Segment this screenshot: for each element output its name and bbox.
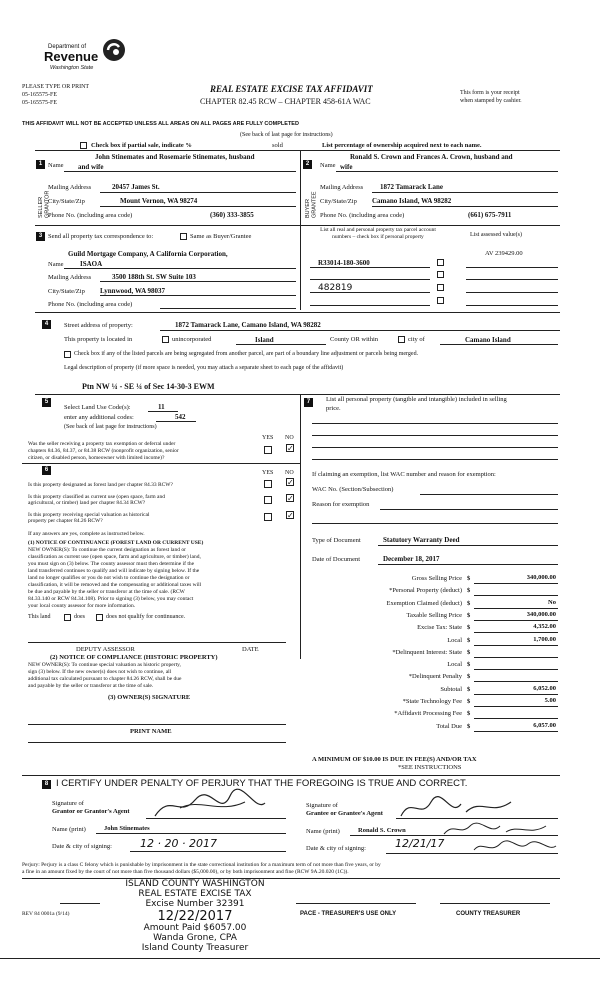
seller-city: Mount Vernon, WA 98274 — [120, 197, 198, 205]
tax-row-dollar: $ — [467, 661, 471, 668]
section-8-marker: 8 — [42, 780, 51, 789]
notice-2-line-4: and payable by the seller or transferor at the time of sale. — [28, 683, 154, 689]
parcel-4-checkbox[interactable] — [437, 297, 444, 304]
segregated-checkbox[interactable] — [64, 351, 71, 358]
exempt-q-2: chapters 84.36, 84.37, or 84.38 RCW (nonprofit organization, senior — [28, 448, 179, 454]
section-5-marker: 5 — [42, 398, 51, 407]
notice-3-title: (3) OWNER(S) SIGNATURE — [108, 694, 191, 701]
tax-row-label: *Personal Property (deduct) — [389, 587, 462, 594]
seller-phone-label: Phone No. (including area code) — [48, 212, 133, 219]
sold-label: sold — [272, 142, 283, 149]
unincorporated-checkbox[interactable] — [162, 336, 169, 343]
tax-row-dollar: $ — [467, 698, 471, 705]
grantor-sig-label-1: Signature of — [52, 800, 84, 807]
perjury-line-1: Perjury: Perjury is a class C felony which is punishable by imprisonment in the state correctional institution for a maximum term of not more than five years, or by — [22, 862, 381, 868]
tax-row-value: 340,000.00 — [526, 574, 556, 581]
notice-1-line-7: be due and payable by the seller or transferor at the time of sale. (RCW — [28, 589, 185, 595]
seller-city-label: City/State/Zip — [48, 198, 85, 205]
grantor-name: John Stinemates — [104, 825, 150, 832]
forest-q1-no-checkbox[interactable]: ✓ — [287, 478, 294, 487]
land-does-not-checkbox[interactable] — [96, 614, 103, 621]
tax-row-dollar: $ — [467, 575, 471, 582]
form-code-2: 05-165575-FE — [22, 100, 57, 106]
parcel-2-checkbox[interactable] — [437, 271, 444, 278]
section-2-marker: 2 — [303, 160, 312, 169]
buyer-phone: (661) 675-7911 — [468, 211, 512, 219]
grantee-sig-label-2: Grantee or Grantee's Agent — [306, 810, 383, 817]
logo-dept: Department of — [48, 44, 87, 50]
notice-1-line-4: land transferred continues to qualify and will indicate by signing below. If the — [28, 568, 200, 574]
buyer-name-1: Ronald S. Crown and Frances A. Crown, husband and — [350, 153, 513, 161]
seller-mailing: 20457 James St. — [112, 183, 160, 191]
seller-mailing-label: Mailing Address — [48, 184, 92, 191]
buyer-mailing: 1872 Tamarack Lane — [380, 183, 444, 191]
forest-yes-header: YES — [262, 470, 274, 476]
tax-corr-label: Send all property tax correspondence to: — [48, 233, 154, 240]
grantee-date: 12/21/17 — [395, 837, 445, 850]
notice-1-line-1: NEW OWNER(S): To continue the current designation as forest land or — [28, 547, 186, 553]
notice-1-line-5: land no longer qualifies or you do not wish to continue the designation or — [28, 575, 190, 581]
doc-type-value: Statutory Warranty Deed — [383, 536, 460, 544]
county-value: Island — [255, 336, 274, 344]
notice-1-line-2: classification as current use (open space, farm and agriculture, or timber) land, — [28, 554, 201, 560]
section-6-marker: 6 — [42, 466, 51, 475]
stamp-line-6: Wanda Grone, CPA — [153, 932, 237, 943]
partial-sale-label: Check box if partial sale, indicate % — [91, 142, 192, 149]
section-7-marker: 7 — [304, 398, 313, 407]
notice-1-line-9: your local county assessor for more information. — [28, 603, 136, 609]
unincorporated-label: unincorporated — [172, 336, 212, 343]
partial-sale-checkbox[interactable] — [80, 142, 87, 149]
wac-label: WAC No. (Section/Subsection) — [312, 486, 394, 493]
buyer-phone-label: Phone No. (including area code) — [320, 212, 405, 219]
tax-row-value: 340,000.00 — [526, 611, 556, 618]
land-use-no-header: NO — [285, 435, 294, 441]
forest-q2a: Is this property classified as current use (open space, farm and — [28, 494, 165, 500]
dor-logo — [40, 38, 130, 72]
form-code-1: 05-165575-FE — [22, 92, 57, 98]
tax-row-dollar: $ — [467, 723, 471, 730]
tax-corr-name-2: ISAOA — [80, 260, 103, 268]
logo-swirl-icon — [102, 38, 126, 62]
stamp-line-1: ISLAND COUNTY WASHINGTON — [125, 879, 265, 889]
form-chapter: CHAPTER 82.45 RCW – CHAPTER 458-61A WAC — [200, 97, 371, 106]
tax-row-value: 4,352.00 — [533, 623, 556, 630]
county-treasurer-label: COUNTY TREASURER — [456, 911, 521, 917]
notice-2-line-2: sign (3) below. If the new owner(s) does not wish to continue, all — [28, 669, 172, 675]
street-value: 1872 Tamarack Lane, Camano Island, WA 98282 — [175, 321, 321, 329]
forest-if-yes: If any answers are yes, complete as instructed below. — [28, 531, 145, 537]
forest-no-header: NO — [285, 470, 294, 476]
forest-q2-yes-checkbox[interactable] — [264, 496, 272, 504]
seller-name-2: and wife — [78, 163, 104, 171]
buyer-name-label: Name — [320, 162, 336, 169]
pace-label: PACE - TREASURER'S USE ONLY — [300, 911, 397, 917]
land-does-label: does — [74, 614, 85, 620]
notice-1-line-8: 84.33.140 or RCW 84.34.108). Prior to signing (3) below, you may contact — [28, 596, 194, 602]
grantor-sig-label-2: Grantor or Grantor's Agent — [52, 808, 130, 815]
tax-row-dollar: $ — [467, 649, 471, 656]
forest-q3b: property per chapter 84.26 RCW? — [28, 518, 103, 524]
tax-row-label: *Affidavit Processing Fee — [394, 710, 462, 717]
notice-2-title: (2) NOTICE OF COMPLIANCE (HISTORIC PROPERTY) — [50, 654, 218, 661]
forest-q1-yes-checkbox[interactable] — [264, 480, 272, 488]
notice-1-title: (1) NOTICE OF CONTINUANCE (FOREST LAND OR CURRENT USE) — [28, 540, 204, 546]
land-use-see-back: (See back of last page for instructions) — [64, 424, 157, 430]
within-city-checkbox[interactable] — [398, 336, 405, 343]
notice-2-line-3: additional tax calculated pursuant to chapter 84.26 RCW, shall be due — [28, 676, 182, 682]
reason-label: Reason for exemption — [312, 501, 370, 508]
tax-corr-phone-label: Phone No. (including area code) — [48, 301, 133, 308]
deputy-date-label: DATE — [242, 646, 259, 653]
buyer-city-label: City/State/Zip — [320, 198, 357, 205]
exempt-yes-checkbox[interactable] — [264, 446, 272, 454]
seller-name-1: John Stinemates and Rosemarie Stinemates, husband — [95, 153, 255, 161]
doc-type-label: Type of Document — [312, 537, 361, 544]
tax-row-label: Local — [447, 637, 462, 644]
city-of-label: city of — [408, 336, 425, 343]
buyer-name-2: wife — [340, 163, 353, 171]
tax-corr-name-1: Guild Mortgage Company, A California Corporation, — [68, 250, 228, 258]
assessed-header: List assessed value(s) — [470, 232, 522, 238]
seller-name-label: Name — [48, 162, 64, 169]
tax-corr-city: Lynnwood, WA 98037 — [100, 287, 166, 295]
parcel-header-2: numbers – check box if personal property — [332, 234, 424, 240]
seller-phone: (360) 333-3855 — [210, 211, 254, 219]
land-use-yes-header: YES — [262, 435, 274, 441]
seller-side-label: SELLER GRANTOR — [38, 190, 51, 218]
tax-row-value: 1,700.00 — [533, 636, 556, 643]
print-name-label: PRINT NAME — [130, 728, 172, 735]
see-instructions-text: *SEE INSTRUCTIONS — [398, 764, 462, 771]
tax-row-label: Excise Tax: State — [417, 624, 462, 631]
buyer-side-label: BUYER GRANTEE — [305, 191, 318, 218]
forest-q2b: agricultural, or timber) land per chapter 84.34 RCW? — [28, 500, 146, 506]
stamp-line-7: Island County Treasurer — [141, 942, 249, 953]
tax-row-value: 5.00 — [544, 697, 556, 704]
personal-text-2: price. — [326, 405, 341, 412]
tax-row-label: Subtotal — [440, 686, 462, 693]
stamp-line-4: 12/22/2017 — [157, 908, 233, 924]
notice-1-line-3: you must sign on (3) below. The county assessor must then determine if the — [28, 561, 195, 567]
notice-1-line-6: classification, it will be removed and the compensating or additional taxes will — [28, 582, 202, 588]
tax-row-dollar: $ — [467, 612, 471, 619]
parcel-3-checkbox[interactable] — [437, 284, 444, 291]
tax-corr-city-label: City/State/Zip — [48, 288, 85, 295]
this-land-label: This land — [28, 614, 51, 620]
forest-q3-yes-checkbox[interactable] — [264, 513, 272, 521]
grantor-date-label: Date & city of signing: — [52, 843, 112, 850]
minimum-text: A MINIMUM OF $10.00 IS DUE IN FEE(S) AND/OR TAX — [312, 756, 477, 763]
stamp-line-3: Excise Number 32391 — [145, 898, 245, 909]
assessed-value-1: AV 239429.00 — [485, 250, 523, 257]
land-use-code: 11 — [158, 403, 165, 411]
see-back-text: (See back of last page for instructions) — [240, 132, 333, 138]
deputy-assessor-label: DEPUTY ASSESSOR — [76, 646, 135, 653]
logo-revenue: Revenue — [44, 49, 99, 64]
rev-code: REV 84 0001a (9/14) — [22, 911, 70, 917]
section-4-marker: 4 — [42, 320, 51, 329]
treasurer-stamp — [100, 880, 290, 954]
form-title: REAL ESTATE EXCISE TAX AFFIDAVIT — [210, 84, 373, 94]
grantee-name: Ronald S. Crown — [358, 827, 406, 834]
personal-text-1: List all personal property (tangible and intangible) included in selling — [326, 396, 507, 403]
percentage-label: List percentage of ownership acquired next to each name. — [322, 142, 482, 149]
exemption-claim-label: If claiming an exemption, list WAC number and reason for exemption: — [312, 471, 496, 478]
segregated-label: Check box if any of the listed parcels are being segregated from another parcel, are part of a boundary line adjustment or parcels being merged. — [74, 351, 419, 357]
tax-row-dollar: $ — [467, 686, 471, 693]
tax-row-dollar: $ — [467, 673, 471, 680]
parcel-number-2: 482819 — [318, 283, 353, 293]
parcel-header-1: List all real and personal property tax parcel account — [320, 227, 436, 233]
parcel-1-checkbox[interactable] — [437, 259, 444, 266]
tax-row-dollar: $ — [467, 587, 471, 594]
legal-label: Legal description of property (if more space is needed, you may attach a separate sheet to each page of the affidavit) — [64, 365, 344, 371]
exempt-no-checkbox[interactable]: ✓ — [287, 444, 294, 453]
grantor-date: 12 · 20 · 2017 — [140, 837, 217, 850]
receipt-note-1: This form is your receipt — [460, 90, 520, 96]
doc-date-value: December 18, 2017 — [383, 555, 440, 563]
warning-text: THIS AFFIDAVIT WILL NOT BE ACCEPTED UNLESS ALL AREAS ON ALL PAGES ARE FULLY COMPLETED — [22, 121, 299, 127]
tax-row-label: Gross Selling Price — [411, 575, 462, 582]
additional-codes-value: 542 — [175, 413, 186, 421]
buyer-mailing-label: Mailing Address — [320, 184, 364, 191]
tax-row-dollar: $ — [467, 600, 471, 607]
forest-q3-no-checkbox[interactable]: ✓ — [287, 511, 294, 520]
land-use-label: Select Land Use Code(s): — [64, 404, 131, 411]
county-or-label: County OR within — [330, 336, 379, 343]
receipt-note-2: when stamped by cashier. — [460, 98, 522, 104]
tax-corr-name-label: Name — [48, 261, 64, 268]
tax-corr-mailing: 3500 188th St. SW Suite 103 — [112, 273, 196, 281]
tax-row-dollar: $ — [467, 624, 471, 631]
tax-row-label: Total Due — [436, 723, 462, 730]
exempt-q-3: citizen, or disabled person, homeowner with limited income)? — [28, 455, 165, 461]
legal-value: Ptn NW ¼ - SE ¼ of Sec 14-30-3 EWM — [82, 382, 215, 391]
logo-state: Washington State — [50, 65, 94, 71]
stamp-line-2: REAL ESTATE EXCISE TAX — [138, 888, 252, 899]
tax-row-value: 6,057.00 — [533, 722, 556, 729]
perjury-line-2: a fine in an amount fixed by the court of not more than five thousand dollars ($5,000.00), or by both imprisonment and fine (RCW 9A.20.020 (1C)). — [22, 869, 349, 875]
tax-row-label: *State Technology Fee — [402, 698, 462, 705]
same-as-buyer-checkbox[interactable] — [180, 233, 187, 240]
tax-row-label: *Delinquent Interest: State — [392, 649, 462, 656]
section-1-marker: 1 — [36, 160, 45, 169]
grantee-date-label: Date & city of signing: — [306, 845, 366, 852]
street-label: Street address of property: — [64, 322, 133, 329]
located-label: This property is located in — [64, 336, 133, 343]
notice-2-line-1: NEW OWNER(S): To continue special valuation as historic property, — [28, 662, 181, 668]
tax-row-label: Exemption Claimed (deduct) — [386, 600, 462, 607]
exempt-q-1: Was the seller receiving a property tax exemption or deferral under — [28, 441, 176, 447]
city-value: Camano Island — [465, 336, 511, 344]
print-note: PLEASE TYPE OR PRINT — [22, 84, 90, 90]
certify-text: I CERTIFY UNDER PENALTY OF PERJURY THAT THE FOREGOING IS TRUE AND CORRECT. — [56, 778, 468, 789]
tax-row-dollar: $ — [467, 637, 471, 644]
tax-row-label: Local — [447, 661, 462, 668]
buyer-city: Camano Island, WA 98282 — [372, 197, 452, 205]
grantor-name-label: Name (print) — [52, 826, 86, 833]
tax-row-label: *Delinquent Penalty — [408, 673, 462, 680]
tax-row-dollar: $ — [467, 710, 471, 717]
forest-q1: Is this property designated as forest land per chapter 84.33 RCW? — [28, 482, 173, 488]
grantee-name-label: Name (print) — [306, 828, 340, 835]
additional-codes-label: enter any additional codes: — [64, 414, 134, 421]
tax-row-value: 6,052.00 — [533, 685, 556, 692]
tax-corr-mailing-label: Mailing Address — [48, 274, 92, 281]
forest-q2-no-checkbox[interactable]: ✓ — [287, 494, 294, 503]
stamp-line-5: Amount Paid $6057.00 — [143, 922, 247, 933]
section-3-marker: 3 — [36, 232, 45, 241]
tax-row-label: Taxable Selling Price — [406, 612, 462, 619]
land-does-not-label: does not qualify for continuance. — [106, 614, 186, 620]
doc-date-label: Date of Document — [312, 556, 361, 563]
forest-q3a: Is this property receiving special valuation as historical — [28, 512, 150, 518]
parcel-number-1: R33014-180-3600 — [318, 259, 370, 267]
land-does-checkbox[interactable] — [64, 614, 71, 621]
same-as-buyer-label: Same as Buyer/Grantee — [190, 233, 252, 240]
tax-row-value: No — [548, 599, 556, 606]
grantee-sig-label-1: Signature of — [306, 802, 338, 809]
